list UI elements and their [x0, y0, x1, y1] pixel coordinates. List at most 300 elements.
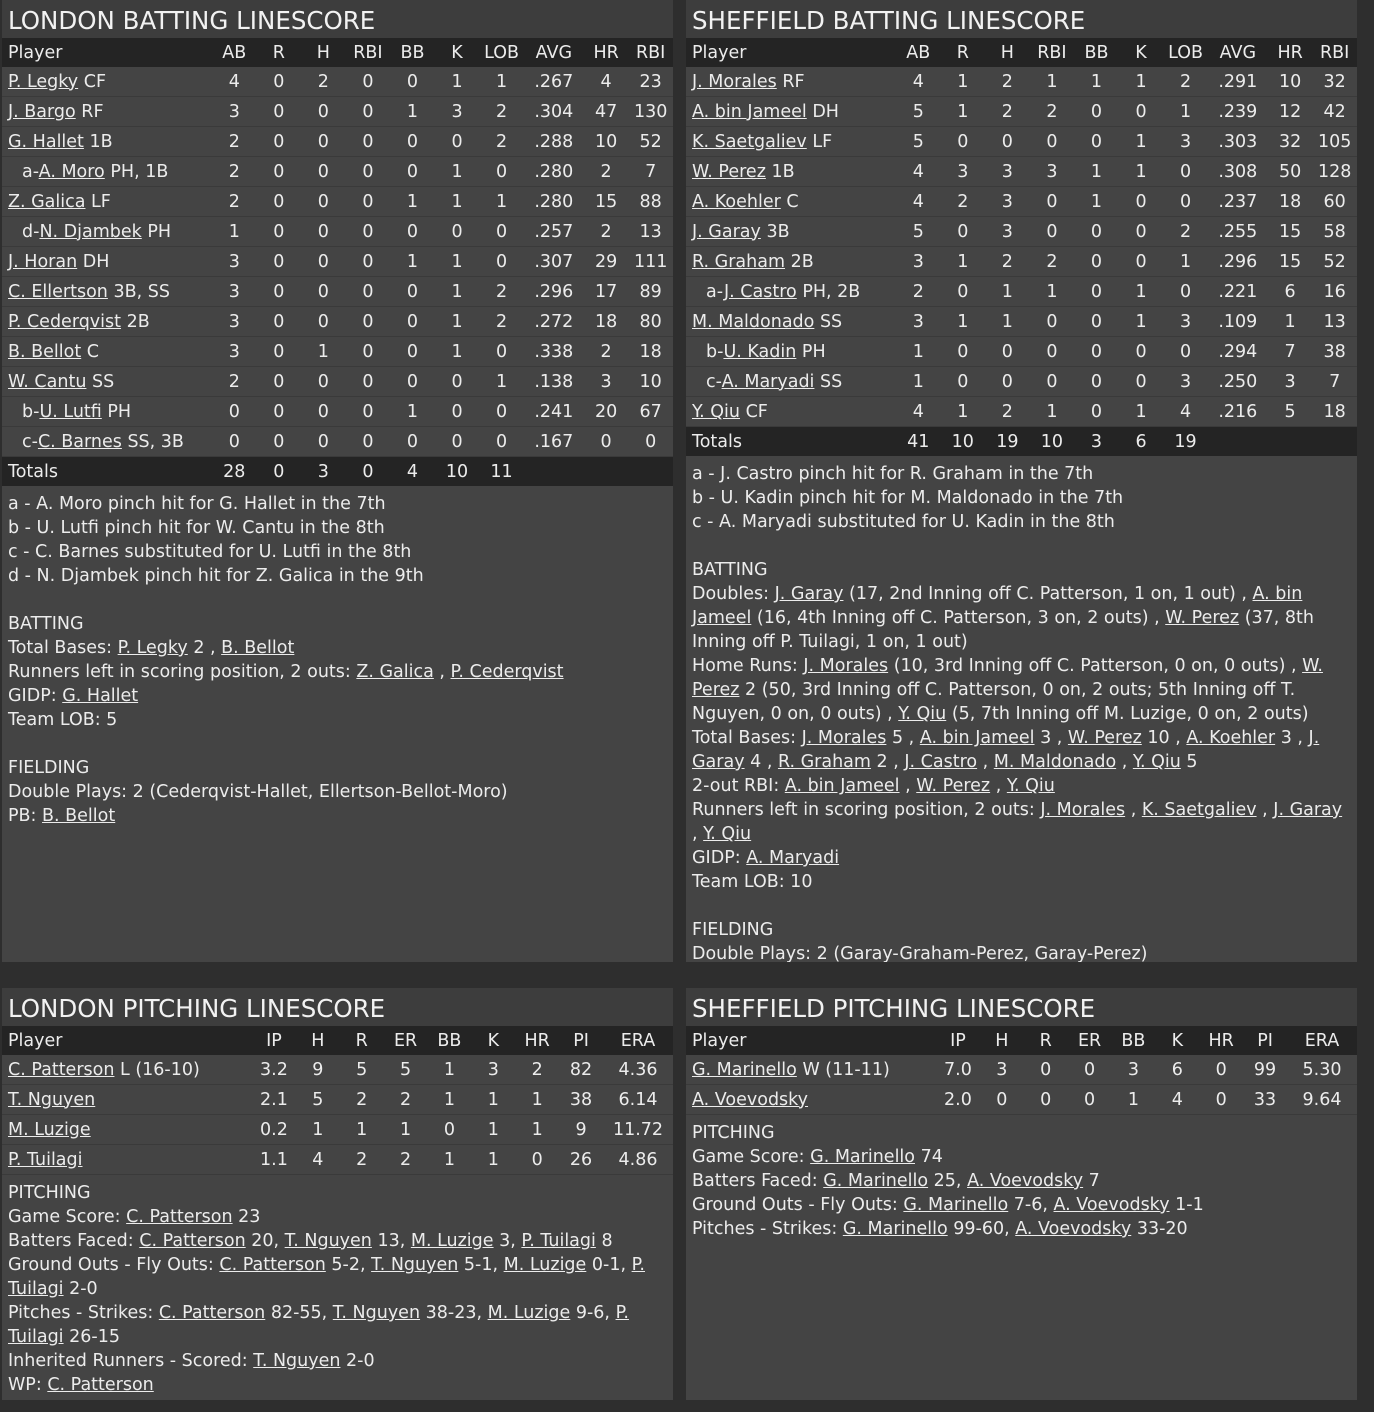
- player-link[interactable]: J. Horan: [8, 251, 78, 272]
- position: RF: [81, 101, 104, 122]
- player-link[interactable]: M. Maldonado: [692, 311, 815, 332]
- stat-cell: .167: [534, 431, 574, 452]
- stat-cell: 1: [406, 251, 419, 272]
- stat-cell: 5: [912, 221, 924, 242]
- stat-cell: 0: [957, 371, 969, 392]
- stat-cell: 0: [1046, 221, 1058, 242]
- total-cell: 10: [445, 461, 469, 482]
- stat-cell: 4: [912, 161, 924, 182]
- stat-cell: 0: [1090, 131, 1103, 152]
- stat-cell: 0: [1046, 341, 1058, 362]
- note-line: [692, 582, 1351, 654]
- pitcher-row: [686, 1085, 1357, 1115]
- stat-cell: 13: [1323, 311, 1346, 332]
- player-cell: [686, 187, 896, 217]
- note-line: [692, 846, 1351, 870]
- stat-cell: 1: [1284, 311, 1296, 332]
- stat-cell: 38: [1323, 341, 1346, 362]
- stat-cell: .303: [1218, 131, 1258, 152]
- player-row: [686, 157, 1357, 187]
- player-link[interactable]: C. Ellertson: [8, 281, 108, 302]
- stat-cell: 2: [1046, 251, 1058, 272]
- stat-cell: 32: [1278, 131, 1302, 152]
- player-link[interactable]: P. Legky: [117, 638, 188, 658]
- note-line: [8, 564, 667, 588]
- player-link[interactable]: N. Djambek: [39, 221, 142, 242]
- stat-cell: 18: [639, 341, 662, 362]
- note-line: [692, 510, 1351, 534]
- stat-cell: 3: [228, 311, 240, 332]
- player-link[interactable]: C. Patterson: [139, 1231, 246, 1251]
- player-link[interactable]: J. Morales: [1040, 800, 1126, 820]
- player-cell: [2, 427, 212, 457]
- note-text: (5, 7th Inning off M. Luzige, 0 on, 2 outs): [946, 704, 1309, 724]
- player-row: [2, 367, 673, 397]
- note-text: 8: [595, 1231, 613, 1251]
- player-row: [2, 187, 673, 217]
- player-link[interactable]: A. Moro: [38, 161, 105, 182]
- stat-cell: 1: [1001, 311, 1013, 332]
- player-link[interactable]: C. Patterson: [158, 1303, 266, 1323]
- player-cell: [2, 307, 212, 337]
- stat-cell: 0: [406, 371, 419, 392]
- column-header: R: [272, 42, 285, 63]
- note-line: [8, 1253, 667, 1301]
- london-pitching-panel: [2, 988, 673, 1400]
- player-cell: [2, 337, 212, 367]
- player-link[interactable]: G. Marinello: [692, 1059, 797, 1080]
- column-header: BB: [400, 42, 425, 63]
- stat-cell: 11.72: [612, 1119, 664, 1140]
- stat-cell: 6: [1171, 1059, 1183, 1080]
- stat-cell: 5.30: [1302, 1059, 1342, 1080]
- stat-cell: 2: [228, 191, 240, 212]
- stat-cell: 33: [1253, 1089, 1277, 1110]
- stat-cell: 111: [633, 251, 668, 272]
- total-cell: 10: [951, 431, 974, 452]
- column-header: R: [956, 42, 969, 63]
- stat-cell: 2: [1001, 251, 1013, 272]
- pitching-table: [2, 1026, 673, 1175]
- player-link[interactable]: W. Perez: [1067, 728, 1142, 748]
- stat-cell: 1: [451, 281, 463, 302]
- stat-cell: 0: [362, 341, 374, 362]
- stat-cell: 1: [451, 71, 463, 92]
- player-cell: [686, 397, 896, 427]
- total-cell: [1268, 427, 1313, 457]
- player-link[interactable]: J. Garay: [1273, 800, 1343, 820]
- pitcher-cell: [686, 1055, 936, 1085]
- stat-cell: 1: [957, 71, 969, 92]
- player-link[interactable]: R. Graham: [692, 251, 786, 272]
- stat-cell: 2: [1001, 71, 1013, 92]
- panel-title: SHEFFIELD PITCHING LINESCORE: [686, 988, 1357, 1026]
- stat-cell: 0: [957, 341, 969, 362]
- stat-cell: 1: [495, 71, 508, 92]
- position: LF: [812, 131, 833, 152]
- player-link[interactable]: P. Tuilagi: [8, 1149, 83, 1170]
- player-row: [2, 217, 673, 247]
- note-line: [8, 516, 667, 540]
- stat-cell: 0: [600, 431, 612, 452]
- note-line: [8, 684, 667, 708]
- stat-cell: 0: [317, 401, 329, 422]
- note-text: 4 ,: [744, 752, 778, 772]
- player-link[interactable]: Y. Qiu: [1006, 776, 1055, 796]
- stat-cell: 1: [406, 191, 419, 212]
- stat-cell: 0: [1090, 221, 1103, 242]
- stat-cell: 3: [228, 251, 240, 272]
- stat-cell: 0: [362, 71, 374, 92]
- player-link[interactable]: T. Nguyen: [284, 1231, 372, 1251]
- player-link[interactable]: J. Garay: [692, 221, 761, 242]
- stat-cell: 0: [1090, 101, 1103, 122]
- stat-cell: 0: [1179, 191, 1192, 212]
- stat-cell: 0: [1090, 401, 1103, 422]
- batting-table: [686, 38, 1357, 456]
- player-link[interactable]: B. Bellot: [221, 638, 295, 658]
- player-link[interactable]: M. Luzige: [487, 1303, 571, 1323]
- stat-cell: 15: [594, 191, 618, 212]
- player-link[interactable]: U. Lutfi: [39, 401, 102, 422]
- total-cell: 3: [317, 461, 329, 482]
- stat-cell: 0: [317, 371, 329, 392]
- position: 1B: [771, 161, 795, 182]
- note-text: Home Runs:: [692, 656, 804, 676]
- player-link[interactable]: W. Perez: [916, 776, 991, 796]
- player-cell: [686, 247, 896, 277]
- player-link[interactable]: J. Garay: [692, 728, 1320, 772]
- player-link[interactable]: P. Tuilagi: [8, 1255, 645, 1299]
- player-link[interactable]: A. bin Jameel: [692, 584, 1303, 628]
- position: C: [786, 191, 799, 212]
- stat-cell: 3.2: [260, 1059, 288, 1080]
- stat-cell: 0: [406, 131, 419, 152]
- stat-cell: 0: [228, 431, 240, 452]
- stat-cell: 58: [1323, 221, 1346, 242]
- note-line: [692, 654, 1351, 726]
- note-text: 10 ,: [1141, 728, 1187, 748]
- note-line: [692, 942, 1351, 962]
- column-header: RBI: [353, 42, 383, 63]
- note-text: Total Bases:: [692, 728, 802, 748]
- player-link[interactable]: A. bin Jameel: [692, 101, 807, 122]
- player-link[interactable]: W. Perez: [692, 161, 766, 182]
- note-text: 3 ,: [1275, 728, 1309, 748]
- stat-cell: 128: [1317, 161, 1352, 182]
- stat-cell: .280: [534, 191, 574, 212]
- player-link[interactable]: M. Luzige: [8, 1119, 91, 1140]
- pitcher-cell: [2, 1055, 252, 1085]
- position: SS: [92, 371, 115, 392]
- note-text: 38-23,: [420, 1303, 488, 1323]
- note-text: ,: [692, 824, 704, 844]
- stat-cell: 13: [639, 221, 662, 242]
- batting-table: [2, 38, 673, 486]
- note-text: GIDP:: [8, 686, 63, 706]
- stat-cell: 0: [406, 221, 419, 242]
- column-header: AB: [222, 42, 247, 63]
- player-link[interactable]: A. bin Jameel: [919, 728, 1035, 748]
- note-line: [692, 774, 1351, 798]
- player-link[interactable]: M. Luzige: [410, 1231, 494, 1251]
- totals-label: Totals: [692, 431, 742, 452]
- player-link[interactable]: C. Barnes: [37, 431, 122, 452]
- column-header: HR: [1277, 42, 1303, 63]
- column-header: Player: [692, 1030, 747, 1051]
- header-row: [686, 38, 1357, 67]
- column-header: BB: [1084, 42, 1109, 63]
- stat-cell: 0: [362, 101, 374, 122]
- stat-cell: 88: [639, 191, 662, 212]
- stat-cell: 42: [1323, 101, 1346, 122]
- player-link[interactable]: Z. Galica: [8, 191, 86, 212]
- position: PH: [801, 341, 826, 362]
- player-row: [2, 277, 673, 307]
- stat-cell: 0: [273, 371, 285, 392]
- player-link[interactable]: G. Marinello: [903, 1195, 1009, 1215]
- stat-cell: 0: [406, 281, 419, 302]
- player-link[interactable]: Z. Galica: [356, 662, 434, 682]
- stat-cell: 4.86: [618, 1149, 658, 1170]
- note-spacer: [8, 588, 667, 612]
- note-text: 1-1: [1169, 1195, 1204, 1215]
- stat-cell: 0: [1135, 341, 1147, 362]
- stat-cell: 1.1: [260, 1149, 288, 1170]
- note-text: 25,: [928, 1171, 968, 1191]
- stat-cell: .294: [1218, 341, 1258, 362]
- note-text: a - A. Moro pinch hit for G. Hallet in the 7th: [8, 494, 386, 514]
- sub-marker: d-: [22, 221, 40, 242]
- header-row: [2, 38, 673, 67]
- player-link[interactable]: P. Legky: [8, 71, 79, 92]
- stat-cell: .280: [534, 161, 574, 182]
- stat-cell: 0: [317, 251, 329, 272]
- player-link[interactable]: W. Perez: [1165, 608, 1240, 628]
- player-link[interactable]: U. Kadin: [723, 341, 797, 362]
- player-link[interactable]: B. Bellot: [8, 341, 82, 362]
- player-link[interactable]: Y. Qiu: [1132, 752, 1181, 772]
- column-header: BB: [437, 1030, 462, 1051]
- note-spacer: [692, 894, 1351, 918]
- sheffield-batting-panel: [686, 0, 1357, 962]
- header-row: [686, 1026, 1357, 1055]
- player-link[interactable]: T. Nguyen: [371, 1255, 459, 1275]
- stat-cell: 7: [1284, 341, 1296, 362]
- stat-cell: 18: [1278, 191, 1302, 212]
- player-row: [686, 247, 1357, 277]
- total-cell: 4: [406, 461, 419, 482]
- position: SS, 3B: [127, 431, 184, 452]
- player-link[interactable]: C. Patterson: [8, 1059, 115, 1080]
- stat-cell: 5: [1284, 401, 1296, 422]
- stat-cell: 1: [957, 401, 969, 422]
- player-link[interactable]: G. Marinello: [810, 1147, 915, 1167]
- player-link[interactable]: J. Morales: [692, 71, 777, 92]
- player-link[interactable]: C. Patterson: [126, 1207, 233, 1227]
- player-link[interactable]: T. Nguyen: [332, 1303, 421, 1323]
- player-link[interactable]: J. Morales: [801, 728, 887, 748]
- player-link[interactable]: K. Saetgaliev: [692, 131, 807, 152]
- player-cell: [2, 217, 212, 247]
- player-link[interactable]: G. Marinello: [823, 1171, 929, 1191]
- stat-cell: 3: [1284, 371, 1296, 392]
- player-link[interactable]: A. Voevodsky: [1015, 1219, 1132, 1239]
- player-link[interactable]: A. Maryadi: [746, 848, 840, 868]
- stat-cell: 89: [639, 281, 662, 302]
- sheffield-pitching-panel: [686, 988, 1357, 1400]
- player-link[interactable]: A. bin Jameel: [784, 776, 900, 796]
- player-link[interactable]: A. Voevodsky: [692, 1089, 809, 1110]
- player-link[interactable]: A. Voevodsky: [1053, 1195, 1170, 1215]
- note-text: 99-60,: [947, 1219, 1016, 1239]
- player-link[interactable]: J. Bargo: [8, 101, 76, 122]
- stat-cell: 0: [451, 371, 463, 392]
- stat-cell: 0: [451, 221, 463, 242]
- note-text: 2 ,: [187, 638, 222, 658]
- player-link[interactable]: B. Bellot: [42, 806, 116, 826]
- stat-cell: 0: [1090, 251, 1103, 272]
- stat-cell: 0: [273, 281, 285, 302]
- column-header: AVG: [535, 42, 573, 63]
- player-link[interactable]: Y. Qiu: [692, 401, 740, 422]
- stat-cell: 2: [228, 161, 240, 182]
- stat-cell: 0: [495, 431, 508, 452]
- player-link[interactable]: A. Maryadi: [721, 371, 815, 392]
- player-link[interactable]: M. Maldonado: [993, 752, 1117, 772]
- note-text: 13,: [371, 1231, 411, 1251]
- position: DH: [82, 251, 110, 272]
- note-text: Batters Faced:: [692, 1171, 824, 1191]
- stat-cell: 0: [495, 161, 508, 182]
- stat-cell: 0: [451, 131, 463, 152]
- stat-cell: 1: [1135, 281, 1147, 302]
- player-link[interactable]: G. Hallet: [8, 131, 84, 152]
- stat-cell: 0: [495, 341, 508, 362]
- player-link[interactable]: Y. Qiu: [898, 704, 947, 724]
- stat-cell: 0: [1046, 131, 1058, 152]
- stat-cell: 23: [639, 71, 662, 92]
- stat-cell: 0: [1135, 251, 1147, 272]
- stat-cell: 1: [451, 191, 463, 212]
- stat-cell: 67: [639, 401, 662, 422]
- player-link[interactable]: J. Morales: [803, 656, 889, 676]
- player-row: [2, 427, 673, 457]
- stat-cell: 3: [996, 1059, 1008, 1080]
- player-link[interactable]: G. Marinello: [842, 1219, 948, 1239]
- player-link[interactable]: G. Hallet: [62, 686, 139, 706]
- player-link[interactable]: J. Castro: [904, 752, 978, 772]
- stat-cell: 1: [531, 1119, 543, 1140]
- stat-cell: 0: [317, 311, 329, 332]
- note-text: WP:: [8, 1375, 48, 1395]
- column-header: K: [1135, 42, 1147, 63]
- player-link[interactable]: P. Tuilagi: [521, 1231, 596, 1251]
- note-text: 7: [1083, 1171, 1100, 1191]
- note-line: [8, 1229, 667, 1253]
- note-text: 3,: [493, 1231, 522, 1251]
- stat-cell: 0: [362, 431, 374, 452]
- player-cell: [2, 367, 212, 397]
- player-cell: [686, 277, 896, 307]
- player-link[interactable]: A. Koehler: [1186, 728, 1276, 748]
- stat-cell: 1: [1135, 311, 1147, 332]
- stat-cell: .296: [534, 281, 574, 302]
- stat-cell: 0: [531, 1149, 543, 1170]
- player-link[interactable]: T. Nguyen: [253, 1351, 341, 1371]
- player-link[interactable]: R. Graham: [777, 752, 871, 772]
- player-link[interactable]: W. Perez: [692, 656, 1323, 700]
- player-link[interactable]: J. Garay: [774, 584, 844, 604]
- player-link[interactable]: A. Koehler: [692, 191, 781, 212]
- player-link[interactable]: A. Voevodsky: [967, 1171, 1084, 1191]
- stat-cell: 2: [317, 71, 329, 92]
- player-link[interactable]: J. Castro: [724, 281, 797, 302]
- column-header: AVG: [1219, 42, 1257, 63]
- stat-cell: 3: [1001, 161, 1013, 182]
- note-text: 3 ,: [1034, 728, 1068, 748]
- stat-cell: 1: [356, 1119, 368, 1140]
- stat-cell: 0: [273, 191, 285, 212]
- note-line: [692, 870, 1351, 894]
- note-text: ,: [433, 662, 451, 682]
- note-text: Double Plays: 2 (Garay-Graham-Perez, Garay-Perez): [692, 944, 1148, 962]
- note-text: b - U. Lutfi pinch hit for W. Cantu in the 8th: [8, 518, 385, 538]
- position: PH, 2B: [802, 281, 861, 302]
- stat-cell: 4: [912, 71, 924, 92]
- player-link[interactable]: T. Nguyen: [8, 1089, 96, 1110]
- total-cell: 41: [907, 431, 930, 452]
- stat-cell: 82: [569, 1059, 593, 1080]
- player-link[interactable]: M. Luzige: [503, 1255, 587, 1275]
- player-link[interactable]: C. Patterson: [219, 1255, 326, 1275]
- player-row: [2, 127, 673, 157]
- player-link[interactable]: W. Cantu: [8, 371, 87, 392]
- stat-cell: 1: [495, 371, 508, 392]
- stat-cell: 2: [600, 221, 612, 242]
- sub-marker: a-: [22, 161, 39, 182]
- stat-cell: 0: [996, 1089, 1008, 1110]
- player-link[interactable]: Y. Qiu: [703, 824, 752, 844]
- stat-cell: 12: [1278, 101, 1302, 122]
- note-line: [8, 540, 667, 564]
- note-text: b - U. Kadin pinch hit for M. Maldonado in the 7th: [692, 488, 1124, 508]
- player-link[interactable]: P. Tuilagi: [8, 1303, 629, 1347]
- position: DH: [812, 101, 839, 122]
- stat-cell: 0: [495, 401, 508, 422]
- stat-cell: 1: [451, 251, 463, 272]
- stat-cell: 1: [495, 191, 508, 212]
- stat-cell: 1: [912, 371, 924, 392]
- note-line: [8, 804, 667, 828]
- note-text: 20,: [245, 1231, 285, 1251]
- total-cell: 10: [1040, 431, 1064, 452]
- stat-cell: 5: [356, 1059, 368, 1080]
- player-link[interactable]: P. Cederqvist: [450, 662, 564, 682]
- stat-cell: 0: [495, 251, 508, 272]
- note-text: BATTING: [8, 614, 84, 634]
- player-row: [2, 307, 673, 337]
- note-line: [692, 726, 1351, 774]
- player-link[interactable]: K. Saetgaliev: [1141, 800, 1257, 820]
- stat-cell: 0: [1046, 191, 1058, 212]
- player-link[interactable]: P. Cederqvist: [8, 311, 122, 332]
- column-header: PI: [573, 1030, 589, 1051]
- position: 1B: [89, 131, 113, 152]
- player-link[interactable]: C. Patterson: [47, 1375, 154, 1395]
- stat-cell: 0: [1090, 341, 1103, 362]
- column-header: Player: [8, 42, 63, 63]
